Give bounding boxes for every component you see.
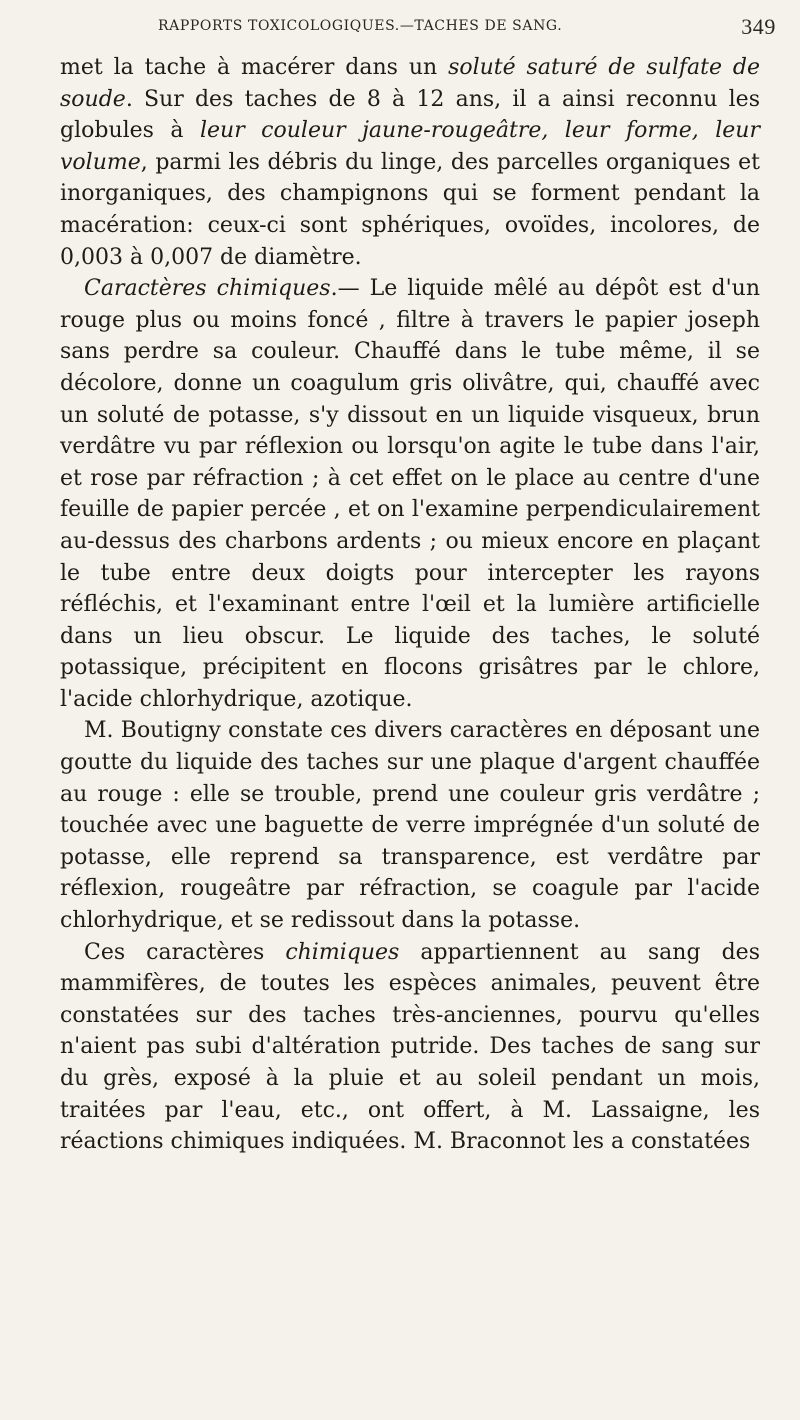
italic-text-segment: chimiques bbox=[285, 939, 400, 965]
text-segment: appartiennent au sang des mammifères, de toutes les espèces animales, peuvent être constatées sur des taches très-anciennes, pourvu qu'elles n'aient pas subi d'altération putride. Des taches de sang sur du grès, exposé à la pluie et au soleil pendant un mois, traitées par l'eau, etc., ont offert, à M. Lassaigne, les réactions chimiques indiquées. M. Braconnot les a constatées bbox=[60, 939, 760, 1155]
text-segment: M. Boutigny constate ces divers caractères en déposant une goutte du liquide des taches sur une plaque d'argent chauffée au rouge : elle se trouble, prend une couleur gris verdâtre ; touchée avec une baguette de verre imprégnée d'un soluté de potasse, elle reprend sa transparence, est verdâtre par réflexion, rougeâtre par réfraction, se coagule par l'acide chlorhydrique, et se redissout dans la potasse. bbox=[60, 718, 760, 934]
italic-text-segment: soluté saturé de sulfate de soude bbox=[60, 55, 760, 112]
body-text bbox=[60, 52, 760, 1158]
text-segment: Ces caractères bbox=[84, 939, 286, 965]
text-segment: . Sur des taches de 8 à 12 ans, il a ainsi reconnu les globules à bbox=[60, 86, 760, 144]
italic-text-segment: Caractères chimiques bbox=[84, 276, 331, 302]
italic-text-segment: leur couleur jaune-rougeâtre, leur forme, leur volume bbox=[60, 118, 760, 175]
running-header bbox=[110, 14, 776, 42]
paragraph-4 bbox=[60, 937, 760, 1158]
text-segment: .— Le liquide mêlé au dépôt est d'un rouge plus ou moins foncé , filtre à travers le papier joseph sans perdre sa couleur. Chauffé dans le tube même, il se décolore, donne un coagulum gris olivâtre, qui, chauffé avec un soluté de potasse, s'y dissout en un liquide visqueux, brun verdâtre vu par réflexion ou lorsqu'on agite le tube dans l'air, et rose par réfraction ; à cet effet on le place au centre d'une feuille de papier percée , et on l'examine perpendiculairement au-dessus des charbons ardents ; ou mieux encore en plaçant le tube entre deux doigts pour intercepter les rayons réfléchis, et l'examinant entre l'œil et la lumière artificielle dans un lieu obscur. Le liquide des taches, le soluté potassique, précipitent en flocons grisâtres par le chlore, l'acide chlorhydrique, azotique. bbox=[60, 276, 760, 712]
running-head-title: RAPPORTS TOXICOLOGIQUES.—TACHES DE SANG. bbox=[158, 18, 563, 34]
paragraph-2 bbox=[60, 273, 760, 715]
paragraph-1 bbox=[60, 52, 760, 273]
text-segment: , parmi les débris du linge, des parcelles organiques et inorganiques, des champignons qui se forment pendant la macération: ceux-ci sont sphériques, ovoïdes, incolores, de 0,003 à 0,007 de diamètre. bbox=[60, 149, 760, 270]
text-segment: met la tache à macérer dans un bbox=[60, 55, 449, 80]
paragraph-3 bbox=[60, 715, 760, 936]
page-number: 349 bbox=[741, 14, 776, 39]
